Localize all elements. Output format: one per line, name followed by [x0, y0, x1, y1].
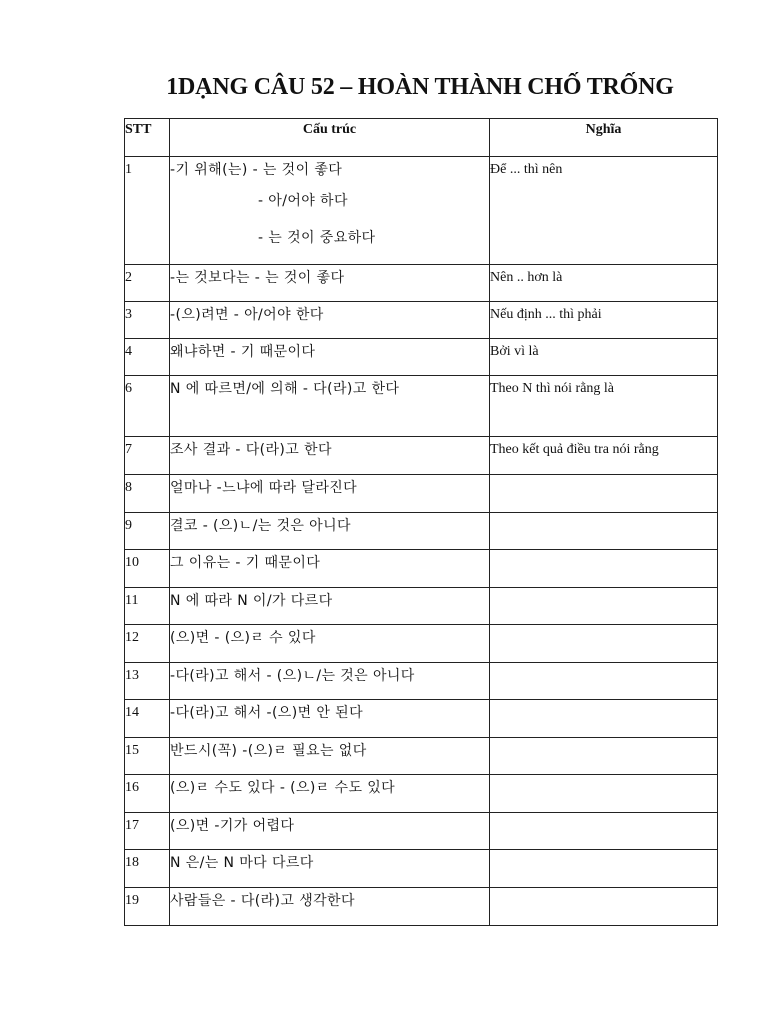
meaning-cell — [490, 775, 718, 813]
table-row — [125, 813, 718, 850]
structure-line: - 는 것이 중요하다 — [258, 230, 376, 246]
structure-cell — [170, 813, 490, 850]
table-body — [125, 157, 718, 926]
structure-cell — [170, 700, 490, 738]
meaning-cell: Nên .. hơn là — [490, 265, 718, 302]
table-row — [125, 625, 718, 663]
meaning-cell — [490, 663, 718, 700]
structure-line: -는 것보다는 - 는 것이 좋다 — [170, 270, 345, 286]
structure-cell — [170, 157, 490, 265]
row-number: 11 — [125, 588, 170, 625]
structure-line: 반드시(꼭) -(으)ㄹ 필요는 없다 — [170, 743, 367, 759]
structure-line: -기 위해(는) - 는 것이 좋다 — [170, 162, 343, 178]
row-number: 17 — [125, 813, 170, 850]
structure-line: 왜냐하면 - 기 때문이다 — [170, 344, 316, 360]
structure-cell — [170, 588, 490, 625]
row-number: 12 — [125, 625, 170, 663]
structure-line: N 에 따라 N 이/가 다르다 — [170, 593, 333, 609]
row-number: 16 — [125, 775, 170, 813]
structure-line: N 은/는 N 마다 다르다 — [170, 855, 314, 871]
structure-cell — [170, 437, 490, 475]
structure-cell — [170, 513, 490, 550]
meaning-cell — [490, 738, 718, 775]
table-row — [125, 265, 718, 302]
row-number: 9 — [125, 513, 170, 550]
structure-line: 사람들은 - 다(라)고 생각한다 — [170, 893, 355, 909]
row-number: 15 — [125, 738, 170, 775]
structure-cell — [170, 850, 490, 888]
structure-cell — [170, 475, 490, 513]
table-row — [125, 700, 718, 738]
structure-cell — [170, 376, 490, 437]
table-row — [125, 302, 718, 339]
table-row — [125, 850, 718, 888]
structure-line: (으)면 -기가 어렵다 — [170, 818, 295, 834]
meaning-cell: Theo kết quả điều tra nói rằng — [490, 437, 718, 475]
meaning-cell: Bởi vì là — [490, 339, 718, 376]
table-row — [125, 339, 718, 376]
row-number: 13 — [125, 663, 170, 700]
row-number: 19 — [125, 888, 170, 926]
structure-cell — [170, 625, 490, 663]
structure-cell — [170, 663, 490, 700]
row-number: 10 — [125, 550, 170, 588]
table-row — [125, 663, 718, 700]
structure-line: - 아/어야 하다 — [258, 193, 348, 209]
row-number: 7 — [125, 437, 170, 475]
meaning-cell — [490, 700, 718, 738]
structure-cell — [170, 265, 490, 302]
table-row — [125, 775, 718, 813]
meaning-cell: Theo N thì nói rằng là — [490, 376, 718, 437]
structure-line: (으)ㄹ 수도 있다 - (으)ㄹ 수도 있다 — [170, 780, 396, 796]
header-stt: STT — [125, 119, 170, 157]
table-row — [125, 588, 718, 625]
row-number: 14 — [125, 700, 170, 738]
structure-line: -다(라)고 해서 -(으)면 안 된다 — [170, 705, 363, 721]
structure-line: 얼마나 -느냐에 따라 달라진다 — [170, 480, 358, 496]
row-number: 18 — [125, 850, 170, 888]
row-number: 8 — [125, 475, 170, 513]
row-number: 1 — [125, 157, 170, 265]
row-number: 2 — [125, 265, 170, 302]
structure-line: -다(라)고 해서 - (으)ㄴ/는 것은 아니다 — [170, 668, 415, 684]
meaning-cell — [490, 588, 718, 625]
meaning-cell: Nếu định ... thì phải — [490, 302, 718, 339]
table-row — [125, 738, 718, 775]
header-meaning: Nghĩa — [490, 119, 718, 157]
structure-cell — [170, 738, 490, 775]
structure-cell — [170, 775, 490, 813]
page-title: 1DẠNG CÂU 52 – HOÀN THÀNH CHỐ TRỐNG — [166, 74, 674, 100]
header-structure: Cấu trúc — [170, 119, 490, 157]
table-row — [125, 475, 718, 513]
structure-cell — [170, 888, 490, 926]
structure-line: -(으)려면 - 아/어야 한다 — [170, 307, 324, 323]
row-number: 6 — [125, 376, 170, 437]
meaning-cell — [490, 513, 718, 550]
meaning-cell — [490, 625, 718, 663]
structure-line: 조사 결과 - 다(라)고 한다 — [170, 442, 332, 458]
structure-line: N 에 따르면/에 의해 - 다(라)고 한다 — [170, 381, 400, 397]
row-number: 4 — [125, 339, 170, 376]
structure-line: (으)면 - (으)ㄹ 수 있다 — [170, 630, 316, 646]
structure-line: 그 이유는 - 기 때문이다 — [170, 555, 321, 571]
table-row — [125, 513, 718, 550]
table-row — [125, 550, 718, 588]
structure-line: 결코 - (으)ㄴ/는 것은 아니다 — [170, 518, 351, 534]
structure-cell — [170, 339, 490, 376]
meaning-cell — [490, 850, 718, 888]
table-row — [125, 888, 718, 926]
row-number: 3 — [125, 302, 170, 339]
meaning-cell — [490, 888, 718, 926]
table-row — [125, 437, 718, 475]
structure-cell — [170, 550, 490, 588]
meaning-cell: Để ... thì nên — [490, 157, 718, 265]
table-header-row — [125, 119, 718, 157]
table-row — [125, 376, 718, 437]
meaning-cell — [490, 475, 718, 513]
meaning-cell — [490, 550, 718, 588]
table-row — [125, 157, 718, 265]
meaning-cell — [490, 813, 718, 850]
grammar-table — [124, 118, 718, 926]
structure-cell — [170, 302, 490, 339]
